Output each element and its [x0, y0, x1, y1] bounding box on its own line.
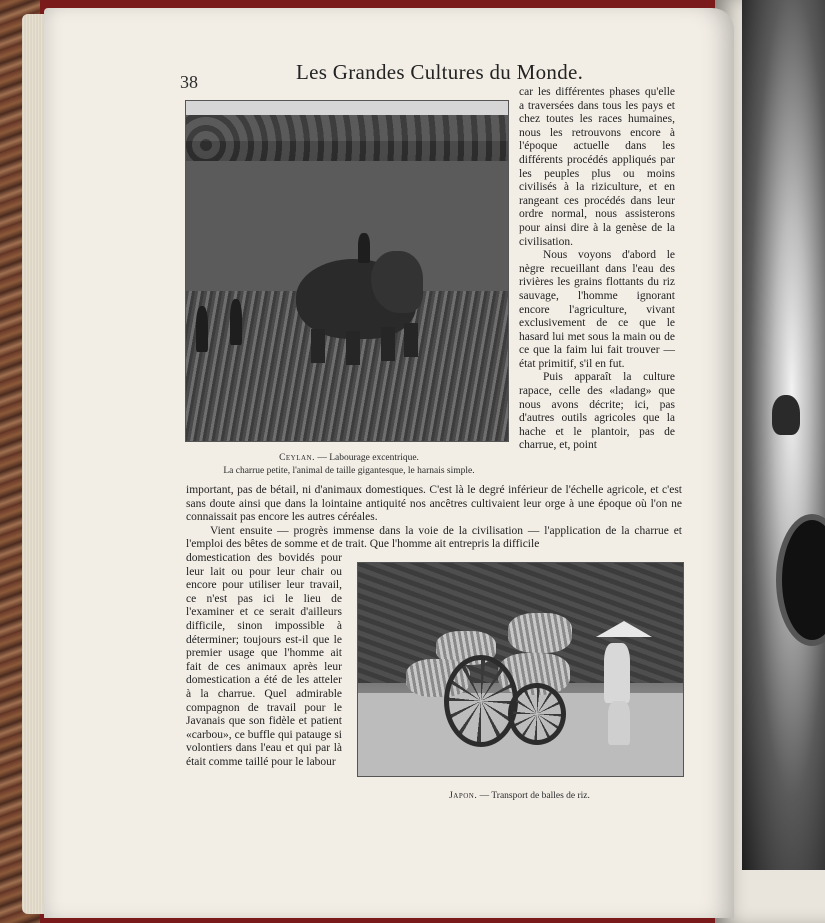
figure-2-caption: [357, 790, 682, 803]
figure-2-caption-line-1: — Transport de balles de riz.: [477, 791, 590, 801]
paragraph: car les différentes phases qu'elle a traversées dans tous les pays et chez toutes les races humaines, nous les retrouvons encore à l'époque actuelle dans les différents procédés appliqués par les peuples plus ou moins civilisés à la riziculture, et en rangeant ces procédés dans leur ordre normal, nous assisterons pour ainsi dire à la genèse de la civilisation.: [519, 86, 675, 248]
figure-1-caption: [190, 452, 508, 478]
right-column-text: [519, 86, 675, 453]
paragraph: domestication des bovidés pour leur lait ou pour leur chair ou encore pour utiliser leur travail, ce n'est pas ici le lieu de l'examiner et ce serait d'ailleurs difficile, sinon impossible à déterminer; toujours est-il que le premier usage que l'homme ait fait de ces animaux après leur domestication a été de les atteler à la charrue. Quel admirable compagnon de travail pour le Javanais que son fidèle et patient «carbou», ce buffle qui patauge si volontiers dans l'eau et qui par là était comme taillé pour le labour: [186, 552, 342, 768]
full-width-text: [186, 484, 682, 552]
figure-1-caption-label: Ceylan.: [279, 453, 315, 463]
paragraph: important, pas de bétail, ni d'animaux domestiques. C'est là le degré inférieur de l'échelle agricole, et c'est sans doute ainsi que dans la lointaine antiquité nos ancêtres cultivaient leur orge à une époque où l'on ne connaissait pas encore les autres céréales.: [186, 484, 682, 524]
figure-1-caption-line-2: La charrue petite, l'animal de taille gigantesque, le harnais simple.: [223, 466, 475, 476]
paragraph: Nous voyons d'abord le nègre recueillant dans l'eau des rivières les grains flottants du riz sauvage, l'homme ignorant encore l'agriculture, vivant exclusivement de ce que le hasard lui met sous la main ou de ce que la faim lui fait trouver — état primitif, s'il en fut.: [519, 249, 675, 370]
running-title: Les Grandes Cultures du Monde.: [296, 60, 584, 84]
facing-page-photo: [742, 0, 825, 870]
photo-japon-cart: [357, 562, 684, 777]
page-number: 38: [180, 72, 198, 92]
left-column-text: [186, 552, 342, 770]
photo-ceylan-elephant: [185, 100, 509, 442]
figure-2-caption-label: Japon.: [449, 791, 478, 801]
paragraph: Vient ensuite — progrès immense dans la voie de la civilisation — l'application de la charrue et l'emploi des bêtes de somme et de trait. Que l'homme ait entrepris la difficile: [186, 524, 682, 551]
paragraph: Puis apparaît la culture rapace, celle des «ladang» que nous avons décrite; ici, pas d'autres outils agricoles que la hache et le plantoir, pas de charrue, et, point: [519, 371, 675, 452]
figure-1-caption-line-1: — Labourage excentrique.: [315, 453, 419, 463]
